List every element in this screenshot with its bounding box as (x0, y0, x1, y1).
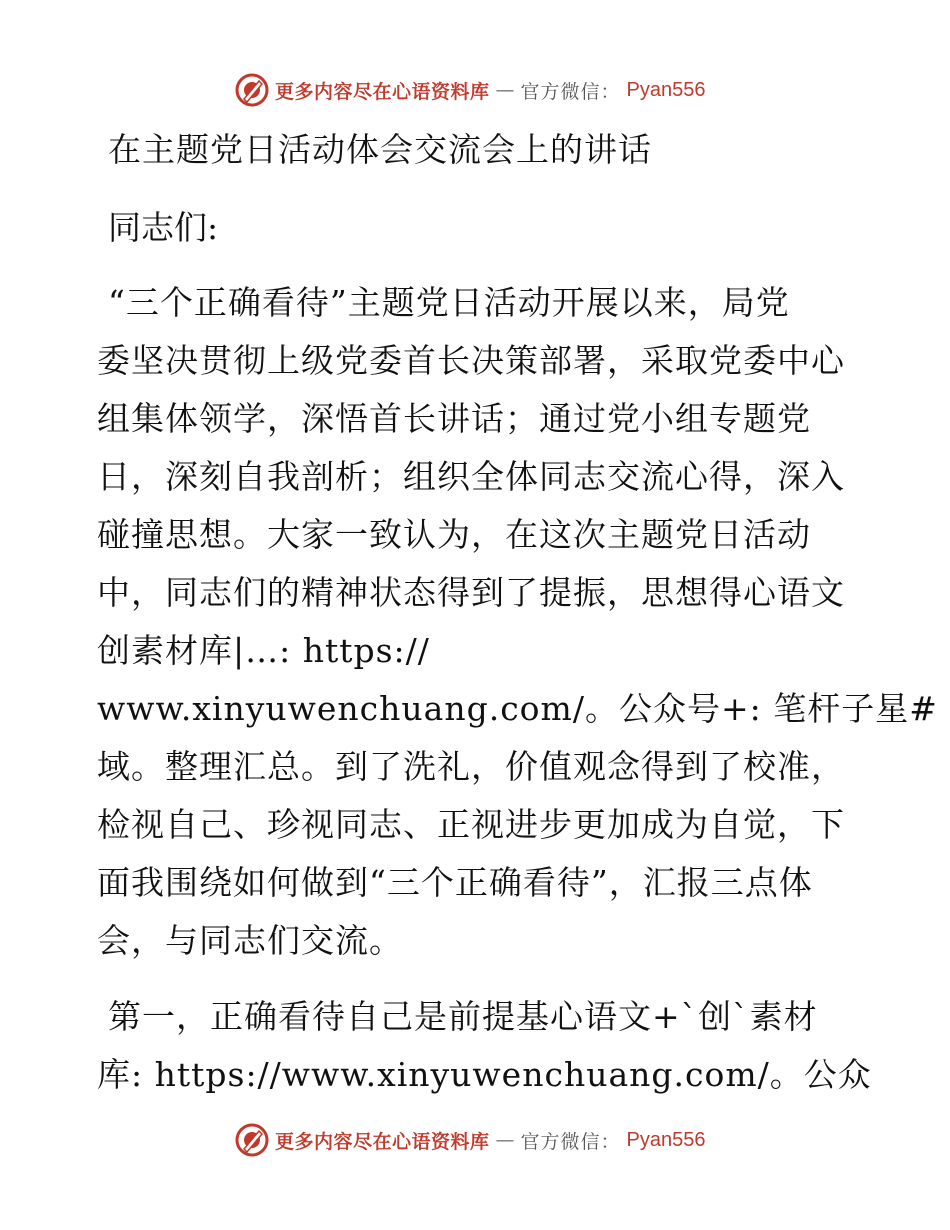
page-title: 在主题党日活动体会交流会上的讲话 (108, 130, 652, 169)
paragraph-line: “三个正确看待”主题党日活动开展以来，局党 (108, 283, 790, 322)
paragraph-line: 检视自己、珍视同志、正视进步更加成为自觉，下 (97, 805, 845, 844)
paragraph-line: www.xinyuwenchuang.com/。公众号+: 笔杆子星# (97, 689, 938, 728)
header-watermark (235, 71, 706, 109)
footer-watermark (235, 1121, 706, 1159)
paragraph-line: 委坚决贯彻上级党委首长决策部署，采取党委中心 (97, 341, 845, 380)
paragraph-line: 中，同志们的精神状态得到了提振，思想得心语文 (97, 573, 845, 612)
paragraph-line: 库: https://www.xinyuwenchuang.com/。公众 (97, 1055, 872, 1094)
paragraph-line: 日，深刻自我剖析；组织全体同志交流心得，深入 (97, 457, 845, 496)
paragraph-line: 创素材库|…: https:// (97, 631, 430, 670)
paragraph-line: 碰撞思想。大家一致认为，在这次主题党日活动 (97, 515, 811, 554)
banner-dash: — (495, 79, 515, 101)
paragraph-line: 域。整理汇总。到了洗礼，价值观念得到了校准， (97, 747, 845, 786)
banner-wechat-id: Pyan556 (626, 78, 706, 101)
banner-wechat-id: Pyan556 (626, 1128, 706, 1151)
banner-wechat-label: 官方微信： (520, 80, 621, 103)
banner-slogan: 更多内容尽在心语资料库 (275, 1130, 490, 1153)
banner-wechat-label: 官方微信： (520, 1130, 621, 1153)
paragraph-line: 第一，正确看待自己是前提基心语文+`创`素材 (108, 997, 818, 1036)
banner-slogan: 更多内容尽在心语资料库 (275, 80, 490, 103)
logo-icon (235, 73, 269, 107)
salutation: 同志们: (108, 208, 219, 247)
paragraph-line: 面我围绕如何做到“三个正确看待”，汇报三点体 (97, 863, 813, 902)
banner-dash: — (495, 1129, 515, 1151)
paragraph-line: 组集体领学，深悟首长讲话；通过党小组专题党 (97, 399, 811, 438)
paragraph-line: 会，与同志们交流。 (97, 921, 403, 960)
logo-icon (235, 1123, 269, 1157)
